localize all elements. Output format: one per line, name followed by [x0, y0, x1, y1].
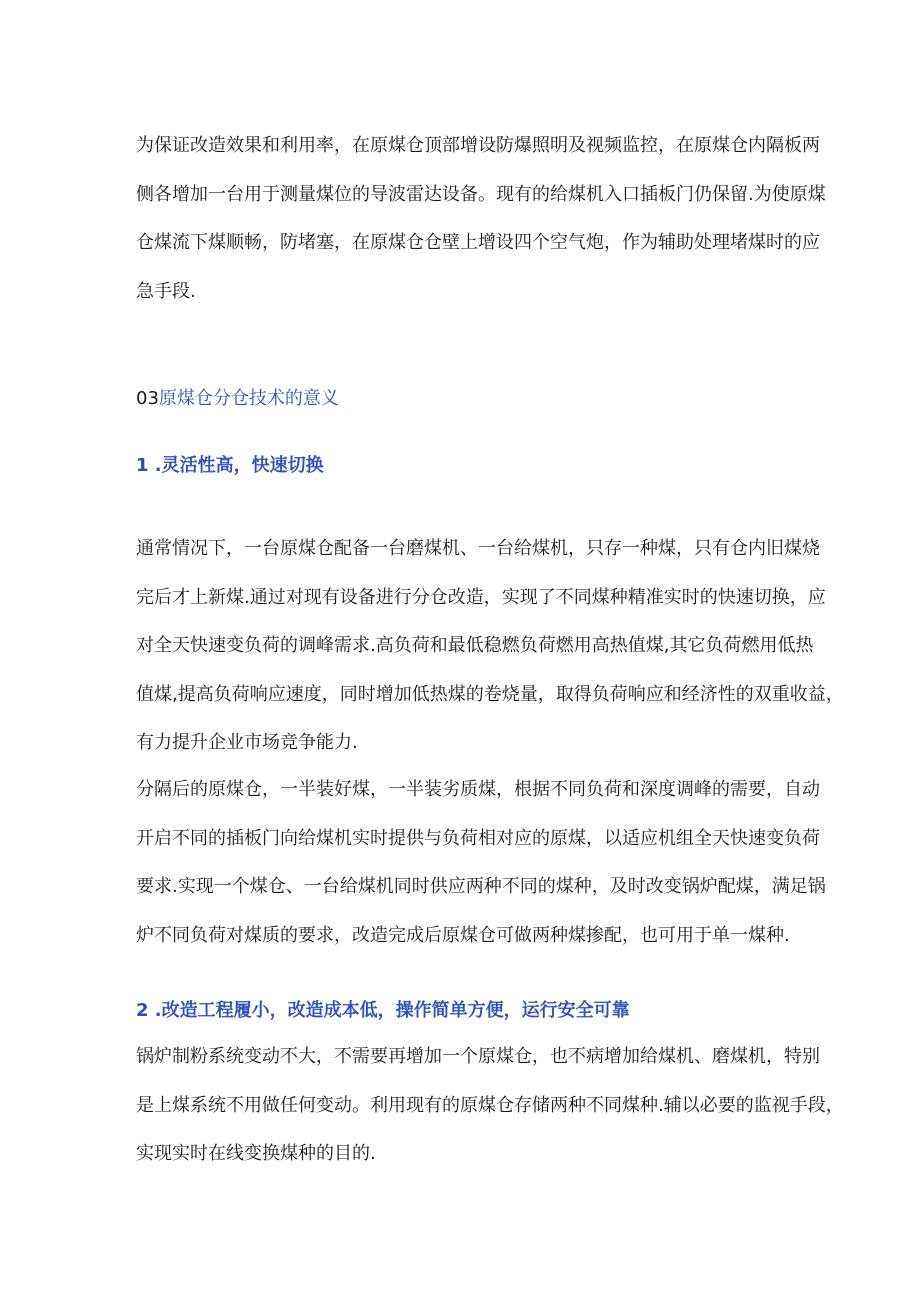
- item-heading-1: 1 .灵活性高，快速切换: [136, 455, 324, 476]
- section-heading-03: [136, 386, 339, 412]
- paragraph-line: 为保证改造效果和利用率，在原煤仓顶部增设防爆照明及视频监控，在原煤仓内隔板两: [136, 135, 820, 156]
- section-number: 03: [136, 388, 159, 409]
- paragraph-line: 要求.实现一个煤仓、一台给煤机同时供应两种不同的煤种，及时改变锅炉配煤，满足锅: [136, 876, 826, 897]
- paragraph-line: 炉不同负荷对煤质的要求，改造完成后原煤仓可做两种煤掺配，也可用于单一煤种.: [136, 924, 790, 946]
- paragraph-line: 仓煤流下煤顺畅，防堵塞，在原煤仓仓壁上增设四个空气炮，作为辅助处理堵煤时的应: [136, 232, 820, 253]
- paragraph-line: 对全天快速变负荷的调峰需求.高负荷和最低稳燃负荷燃用高热值煤,其它负荷燃用低热: [136, 635, 814, 656]
- paragraph-line: 有力提升企业市场竞争能力.: [136, 732, 358, 753]
- section-title: 原煤仓分仓技术的意义: [158, 388, 339, 409]
- paragraph-line: 完后才上新煤.通过对现有设备进行分仓改造，实现了不同煤种精准实时的快速切换，应: [136, 586, 826, 608]
- paragraph-line: 开启不同的插板门向给煤机实时提供与负荷相对应的原煤，以适应机组全天快速变负荷: [136, 827, 820, 849]
- paragraph-line: 实现实时在线变换煤种的目的.: [136, 1143, 376, 1164]
- paragraph-line: 侧各增加一台用于测量煤位的导波雷达设备。现有的给煤机入口插板门仍保留.为使原煤: [136, 183, 826, 205]
- paragraph-line: 分隔后的原煤仓，一半装好煤，一半装劣质煤，根据不同负荷和深度调峰的需要，自动: [136, 779, 820, 800]
- paragraph-separated-bunker: [136, 766, 826, 960]
- item-heading-2: 2 .改造工程履小，改造成本低，操作简单方便，运行安全可靠: [136, 1000, 630, 1021]
- paragraph-line: 锅炉制粉系统变动不大，不需要再增加一个原煤仓，也不病增加给煤机、磨煤机，特别: [136, 1046, 820, 1067]
- paragraph-design-measures: [136, 122, 826, 316]
- paragraph-line: 是上煤系统不用做任何变动。利用现有的原煤仓存储两种不同煤种.辅以必要的监视手段，: [136, 1094, 844, 1116]
- paragraph-line: 急手段.: [136, 280, 196, 302]
- paragraph-low-cost: [136, 1033, 844, 1179]
- paragraph-line: 值煤,提高负荷响应速度，同时增加低热煤的卷烧量，取得负荷响应和经济性的双重收益，: [136, 683, 844, 705]
- paragraph-flexibility: [136, 525, 844, 768]
- paragraph-line: 通常情况下，一台原煤仓配备一台磨煤机、一台给煤机，只存一种煤，只有仓内旧煤烧: [136, 538, 820, 559]
